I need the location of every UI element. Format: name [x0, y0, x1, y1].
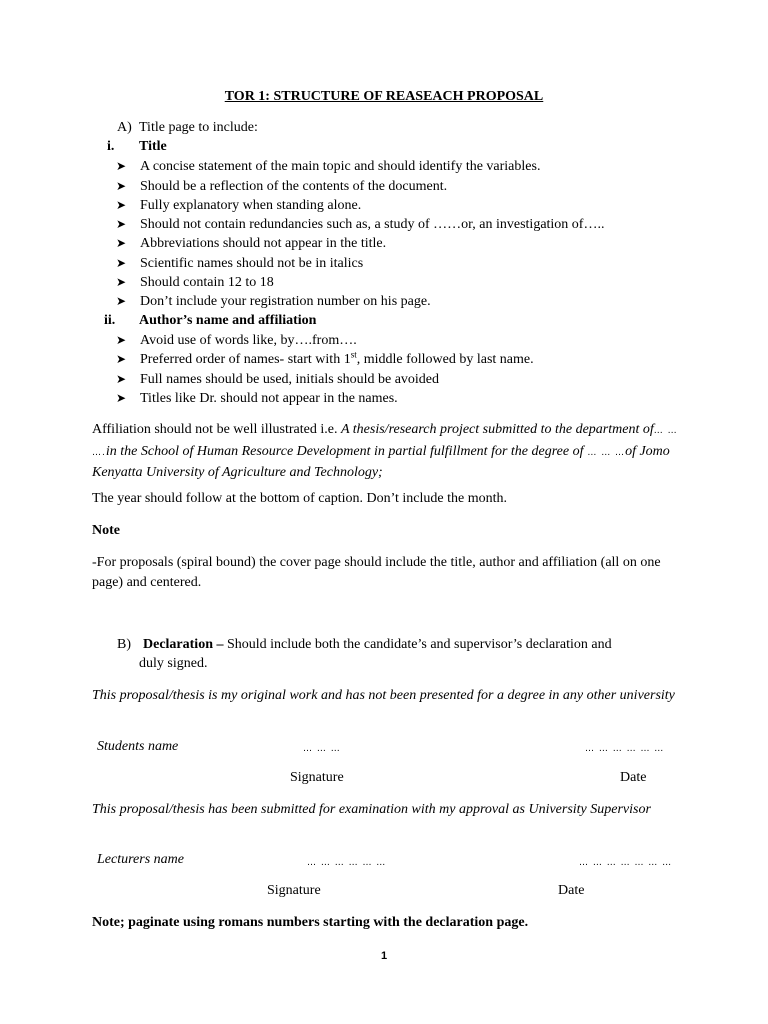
subsection-ii-marker: ii. [104, 313, 116, 328]
document-heading: TOR 1: STRUCTURE OF REASEACH PROPOSAL [224, 89, 544, 104]
list-item [116, 350, 534, 369]
arrowhead-bullet-icon: ➤ [116, 372, 127, 386]
bullet-text-continued: , middle followed by last name. [356, 352, 534, 367]
lecturers-signature-label: Signature [267, 883, 321, 898]
list-item [116, 177, 447, 196]
arrowhead-bullet-icon: ➤ [116, 294, 127, 308]
final-note: Note; paginate using romans numbers starting with the declaration page. [92, 915, 529, 930]
section-a-marker: A) [117, 120, 132, 135]
bullet-text: Should be a reflection of the contents of the document. [140, 179, 448, 194]
bullet-text: Full names should be used, initials should be avoided [140, 372, 440, 387]
lecturers-name-dots: … … … … … … [307, 858, 387, 868]
section-b-label: Declaration [143, 637, 213, 652]
bullet-text: Fully explanatory when standing alone. [140, 198, 362, 213]
section-b-line-2: duly signed. [139, 656, 208, 671]
affiliation-dots-2: … … … [583, 447, 626, 458]
list-item [116, 196, 361, 215]
list-item [116, 157, 540, 176]
arrowhead-bullet-icon: ➤ [116, 391, 127, 405]
list-item [116, 292, 431, 311]
students-name-dots: … … … [303, 744, 341, 754]
bullet-text: Avoid use of words like, by….from…. [140, 333, 357, 348]
affiliation-italic-2: in the School of Human Resource Development in partial fulfillment for the degree of [105, 443, 584, 459]
affiliation-italic-1: A thesis/research project submitted to the department of [340, 422, 654, 437]
affiliation-lead: Affiliation should not be well illustrated i.e. [92, 422, 341, 437]
students-signature-label: Signature [290, 770, 344, 785]
arrowhead-bullet-icon: ➤ [116, 217, 127, 231]
arrowhead-bullet-icon: ➤ [116, 236, 127, 250]
student-declaration: This proposal/thesis is my original work and has not been presented for a degree in any other university [92, 688, 675, 703]
students-date-label: Date [620, 770, 647, 785]
subsection-ii-label: Author’s name and affiliation [139, 313, 317, 328]
section-b-line-1 [143, 636, 612, 654]
list-item [116, 389, 398, 408]
bullet-text: Abbreviations should not appear in the title. [140, 236, 387, 251]
list-item [116, 273, 274, 292]
bullet-text: Should contain 12 to 18 [140, 275, 274, 290]
note-paragraph: -For proposals (spiral bound) the cover page should include the title, author and affiliation (all on one page) and centered. [92, 555, 661, 590]
list-item [116, 254, 363, 273]
lecturers-date-dots: … … … … … … … [579, 858, 673, 868]
students-name-label: Students name [97, 739, 179, 754]
page-number: 1 [380, 950, 388, 962]
list-item [116, 234, 386, 253]
arrowhead-bullet-icon: ➤ [116, 179, 127, 193]
arrowhead-bullet-icon: ➤ [116, 275, 127, 289]
subsection-i-marker: i. [107, 139, 115, 154]
bullet-text: Titles like Dr. should not appear in the names. [140, 391, 398, 406]
supervisor-declaration: This proposal/thesis has been submitted for examination with my approval as University Supervisor [92, 802, 651, 817]
affiliation-paragraph [92, 420, 682, 483]
arrowhead-bullet-icon: ➤ [116, 352, 127, 366]
affiliation-dots-1: … … …. [92, 426, 678, 458]
lecturers-date-label: Date [558, 883, 585, 898]
arrowhead-bullet-icon: ➤ [116, 256, 127, 270]
year-paragraph: The year should follow at the bottom of caption. Don’t include the month. [92, 491, 507, 506]
section-a-label: Title page to include: [139, 120, 258, 135]
bullet-text: Should not contain redundancies such as, a study of ……or, an investigation of….. [140, 217, 605, 232]
list-item [116, 331, 357, 350]
ordinal-superscript: st [350, 349, 357, 360]
bullet-text: A concise statement of the main topic and should identify the variables. [140, 159, 541, 174]
arrowhead-bullet-icon: ➤ [116, 333, 127, 347]
note-heading: Note [92, 523, 120, 538]
arrowhead-bullet-icon: ➤ [116, 159, 127, 173]
bullet-text: Preferred order of names- start with 1 [140, 352, 351, 367]
lecturers-name-label: Lecturers name [97, 852, 184, 867]
bullet-text: Scientific names should not be in italics [140, 256, 364, 271]
subsection-i-label: Title [139, 139, 167, 154]
section-b-marker: B) [117, 637, 131, 652]
affiliation-italic-3: of Jomo Kenyatta University of Agriculture and Technology; [92, 443, 670, 480]
students-date-dots: … … … … … … [585, 744, 665, 754]
section-b-dash: – [212, 637, 227, 652]
arrowhead-bullet-icon: ➤ [116, 198, 127, 212]
list-item [116, 215, 604, 234]
list-item [116, 370, 439, 389]
bullet-text: Don’t include your registration number on his page. [140, 294, 431, 309]
section-b-text: Should include both the candidate’s and supervisor’s declaration and [226, 637, 612, 652]
